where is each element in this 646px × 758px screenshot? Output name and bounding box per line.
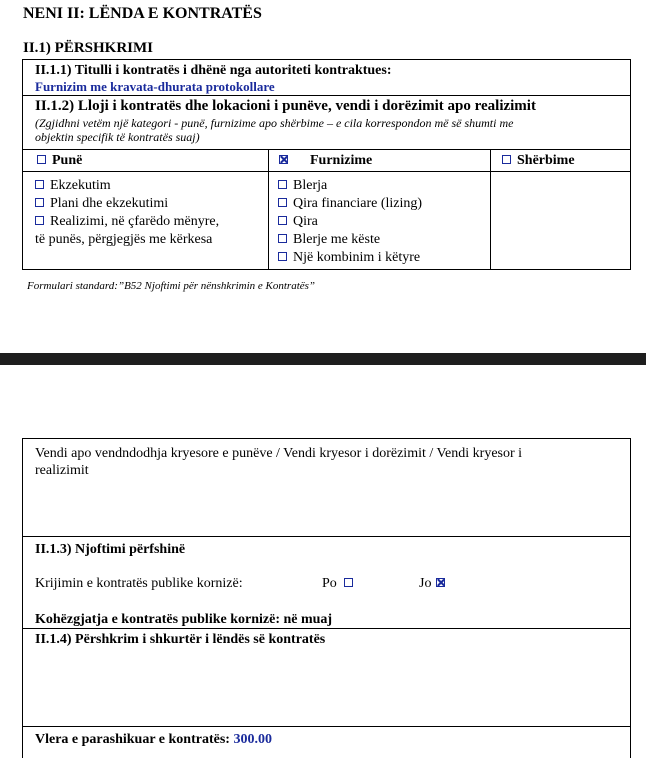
pune-options bbox=[35, 177, 219, 249]
sherbime-checkbox[interactable] bbox=[502, 155, 511, 164]
checkbox-icon[interactable] bbox=[278, 180, 287, 189]
estimated-value-label: Vlera e parashikuar e kontratës: bbox=[35, 732, 230, 747]
type-note-line1: (Zgjidhni vetëm një kategori - punë, furnizime apo shërbime – e cila korrespondon më së shumti me bbox=[35, 116, 514, 130]
category-pune[interactable]: Punë bbox=[37, 152, 82, 169]
framework-question: Krijimin e kontratës publike kornizë: bbox=[35, 576, 243, 591]
checkbox-icon[interactable] bbox=[278, 252, 287, 261]
category-sherbime[interactable]: Shërbime bbox=[502, 152, 575, 169]
furnizime-options bbox=[278, 177, 422, 267]
location-line1: Vendi apo vendndodhja kryesore e punëve / Vendi kryesor i dorëzimit / Vendi kryesor i bbox=[35, 446, 523, 461]
checkbox-icon[interactable] bbox=[278, 234, 287, 243]
section-title: NENI II: LËNDA E KONTRATËS bbox=[23, 5, 262, 22]
po-option[interactable]: Po bbox=[322, 575, 359, 592]
type-note-line2: objektin specifik të kontratës suaj) bbox=[35, 130, 200, 144]
option-realizimi-cont: të punës, përgjegjës me kërkesa bbox=[35, 232, 213, 247]
estimated-value bbox=[35, 731, 272, 748]
short-description-label: II.1.4) Përshkrim i shkurtër i lëndës së kontratës bbox=[35, 632, 326, 647]
checkbox-icon[interactable] bbox=[278, 216, 287, 225]
checkbox-icon[interactable] bbox=[35, 216, 44, 225]
checkbox-icon[interactable] bbox=[35, 180, 44, 189]
location-table bbox=[22, 438, 631, 758]
option-lizing[interactable]: Qira financiare (lizing) bbox=[278, 195, 422, 213]
option-qira[interactable]: Qira bbox=[278, 213, 422, 231]
option-kombinim[interactable]: Një kombinim i këtyre bbox=[278, 249, 422, 267]
furnizime-checkbox[interactable] bbox=[279, 155, 288, 164]
checkbox-icon[interactable] bbox=[278, 198, 287, 207]
jo-checkbox[interactable] bbox=[436, 578, 445, 587]
description-table bbox=[22, 59, 631, 270]
title-label: II.1.1) Titulli i kontratës i dhënë nga autoriteti kontraktues: bbox=[35, 63, 392, 78]
option-blerja[interactable]: Blerja bbox=[278, 177, 422, 195]
option-ekzekutim[interactable]: Ekzekutim bbox=[35, 177, 219, 195]
location-line2: realizimit bbox=[35, 463, 89, 478]
duration-label: Kohëzgjatja e kontratës publike kornizë: në muaj bbox=[35, 612, 333, 627]
po-checkbox[interactable] bbox=[344, 578, 353, 587]
estimated-value-amount: 300.00 bbox=[233, 732, 272, 747]
pune-checkbox[interactable] bbox=[37, 155, 46, 164]
page-separator bbox=[0, 353, 646, 365]
option-keste[interactable]: Blerje me këste bbox=[278, 231, 422, 249]
notice-label: II.1.3) Njoftimi përfshinë bbox=[35, 542, 186, 557]
title-value: Furnizim me kravata-dhurata protokollare bbox=[35, 79, 275, 94]
form-footer: Formulari standard:”B52 Njoftimi për nënshkrimin e Kontratës” bbox=[27, 280, 316, 292]
option-realizimi[interactable]: Realizimi, në çfarëdo mënyre, bbox=[35, 213, 219, 231]
subsection-title: II.1) PËRSHKRIMI bbox=[23, 40, 154, 56]
category-furnizime[interactable]: Furnizime bbox=[279, 152, 372, 169]
option-plani[interactable]: Plani dhe ekzekutimi bbox=[35, 195, 219, 213]
checkbox-icon[interactable] bbox=[35, 198, 44, 207]
type-label: II.1.2) Lloji i kontratës dhe lokacioni i punëve, vendi i dorëzimit apo realizimit bbox=[35, 98, 536, 114]
jo-option[interactable]: Jo bbox=[419, 575, 451, 592]
